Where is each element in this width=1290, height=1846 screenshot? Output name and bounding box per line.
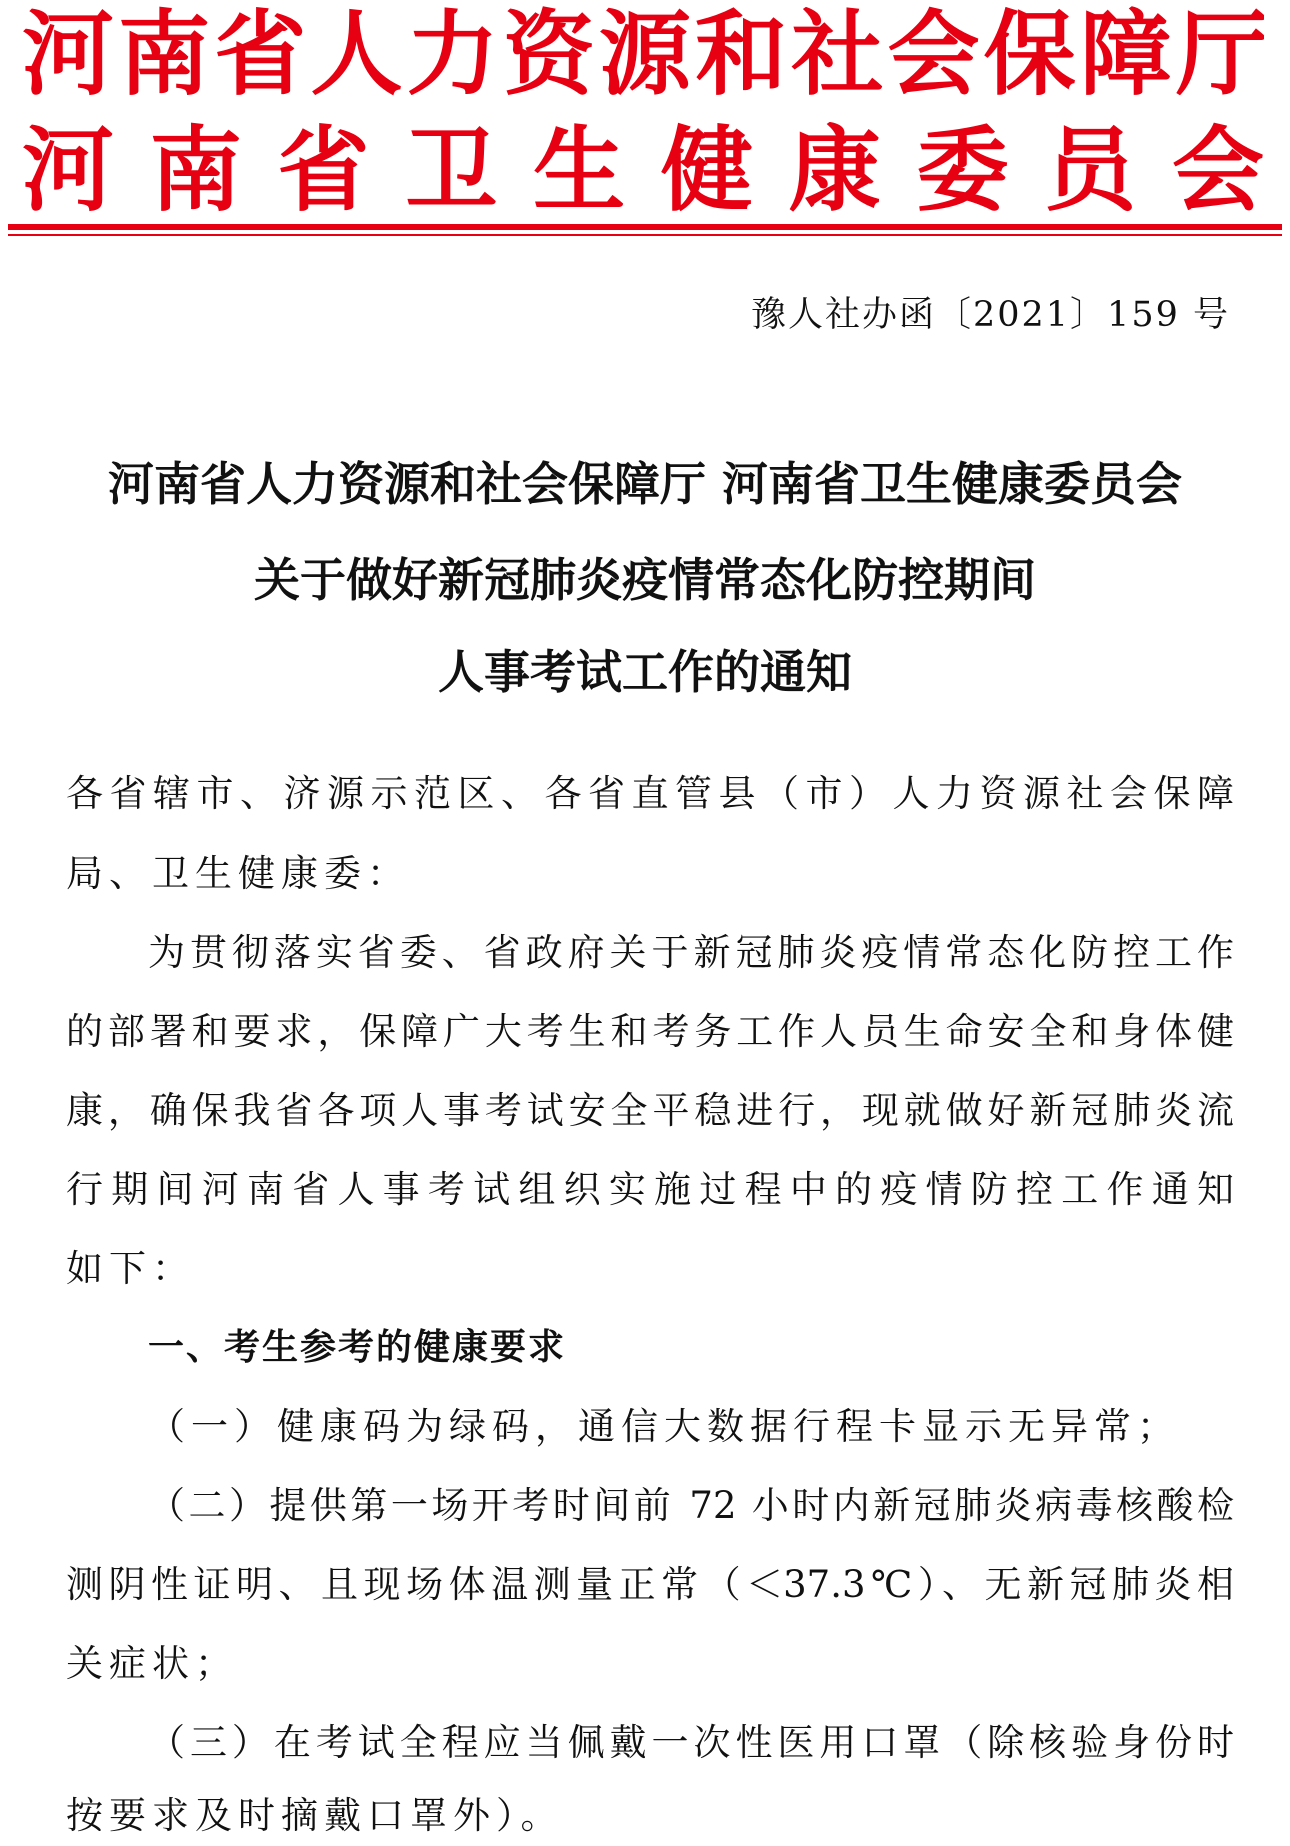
- issuer-name-line-2: 河南省卫生健康委员会: [22, 120, 1264, 220]
- title-line-1: 河南省人力资源和社会保障厅 河南省卫生健康委员会: [107, 457, 1182, 511]
- title-line-3: 人事考试工作的通知: [438, 645, 852, 699]
- intro-line-5: 如下：: [66, 1247, 195, 1290]
- item-3-line-2: 按要求及时摘戴口罩外）。: [66, 1794, 564, 1837]
- issuer-name-line-1: 河南省人力资源和社会保障厅: [22, 4, 1264, 104]
- item-3-line-1: （三）在考试全程应当佩戴一次性医用口罩（除核验身份时: [148, 1721, 1234, 1764]
- item-2-line-1: （二）提供第一场开考时间前 72 小时内新冠肺炎病毒核酸检: [148, 1484, 1234, 1527]
- intro-line-3: 康，确保我省各项人事考试安全平稳进行，现就做好新冠肺炎流: [66, 1089, 1234, 1132]
- red-header-rule-thick: [8, 224, 1282, 230]
- addressee-line-1: 各省辖市、济源示范区、各省直管县（市）人力资源社会保障: [66, 772, 1234, 815]
- document-number: 豫人社办函〔2021〕159 号: [750, 295, 1230, 335]
- intro-line-1: 为贯彻落实省委、省政府关于新冠肺炎疫情常态化防控工作: [148, 931, 1234, 974]
- red-header-rule-thin: [8, 234, 1282, 236]
- section-1-heading: 一、考生参考的健康要求: [148, 1327, 567, 1368]
- addressee-line-2: 局、卫生健康委：: [66, 852, 410, 895]
- intro-line-2: 的部署和要求，保障广大考生和考务工作人员生命安全和身体健: [66, 1010, 1234, 1053]
- item-1-line-1: （一）健康码为绿码，通信大数据行程卡显示无异常；: [148, 1405, 1180, 1448]
- item-2-line-2: 测阴性证明、且现场体温测量正常（＜37.3℃）、无新冠肺炎相: [66, 1563, 1234, 1606]
- title-line-2: 关于做好新冠肺炎疫情常态化防控期间: [254, 553, 1036, 607]
- intro-line-4: 行期间河南省人事考试组织实施过程中的疫情防控工作通知: [66, 1168, 1234, 1211]
- item-2-line-3: 关症状；: [66, 1642, 238, 1685]
